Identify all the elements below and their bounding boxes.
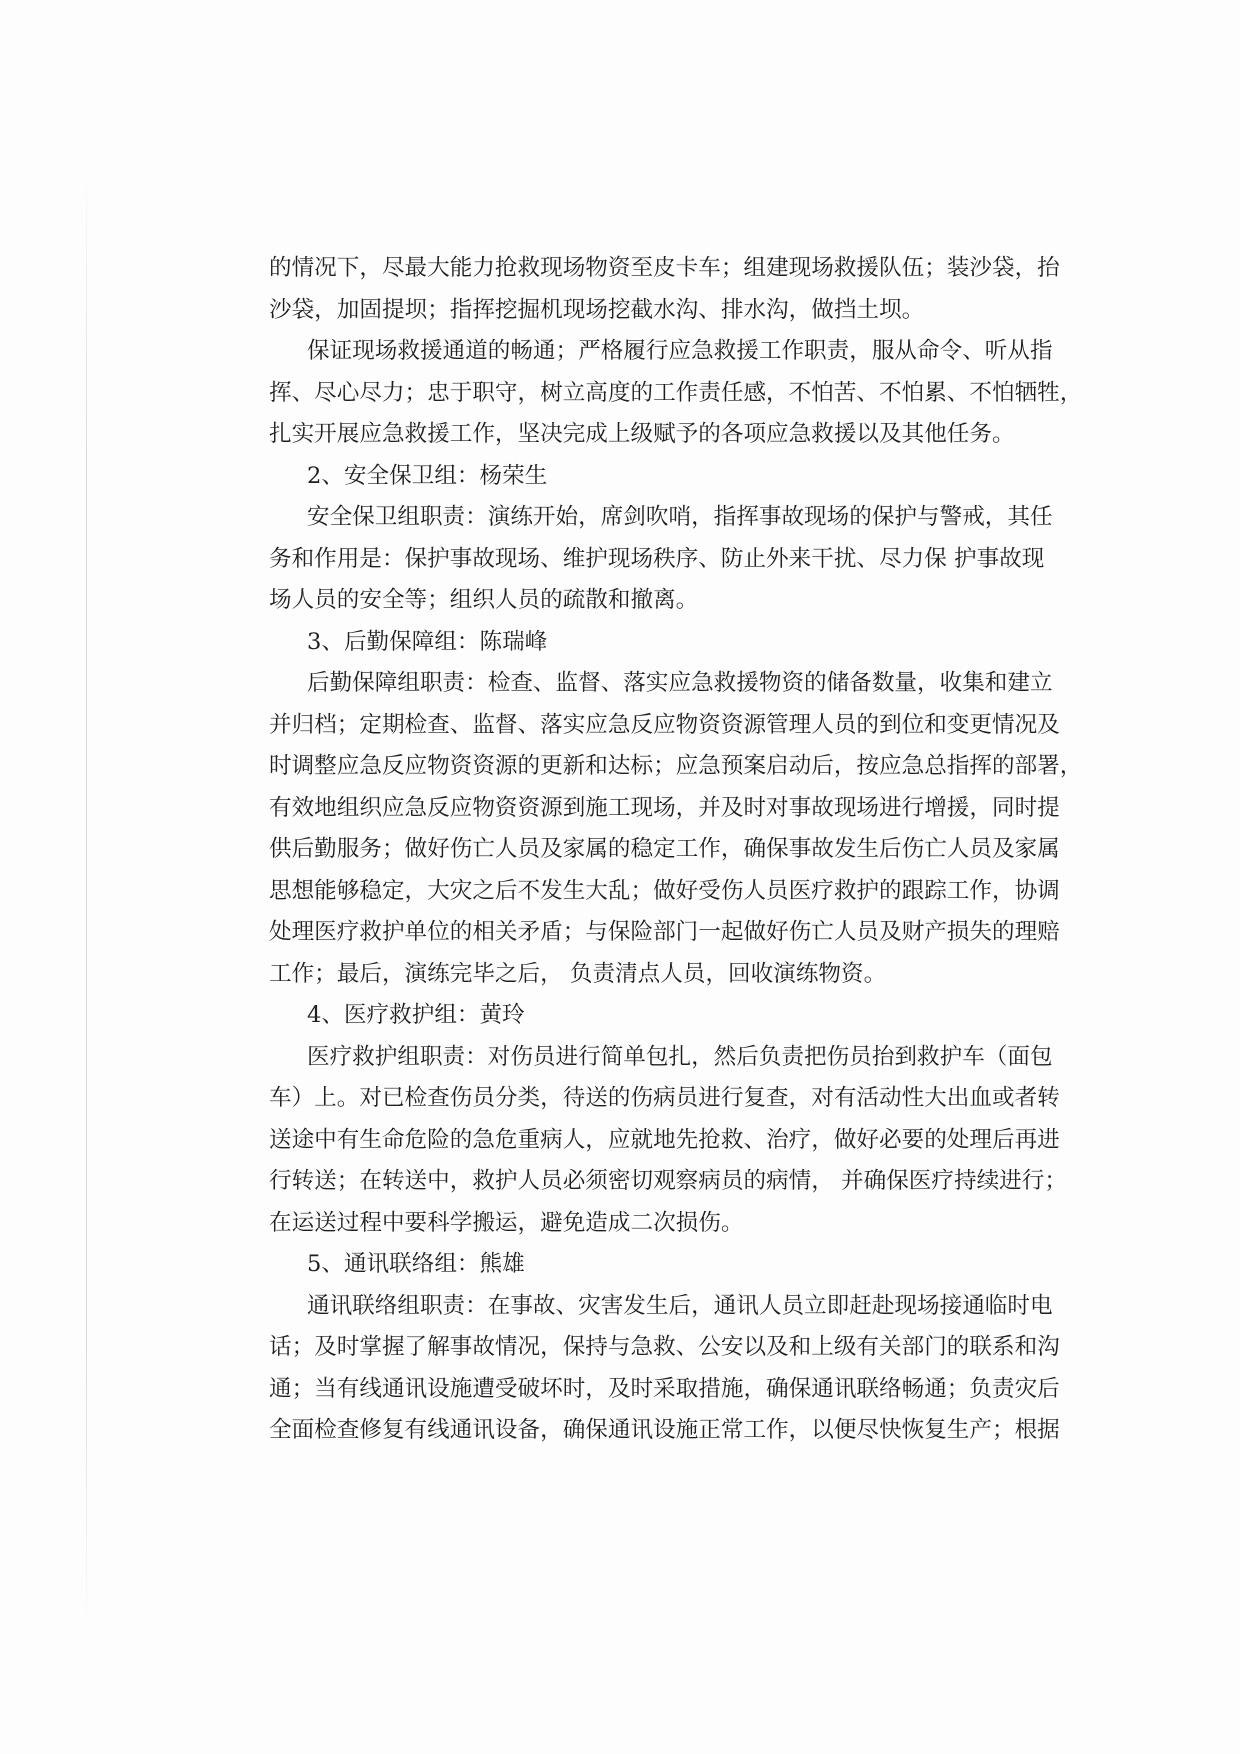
paragraph-logistics-duties [269,663,1083,995]
paragraph-medical-heading [269,995,1039,1037]
text-line: 送途中有生命危险的急危重病人，应就地先抢救、治疗，做好必要的处理后再进 [269,1126,1060,1153]
paragraph-comms-heading [269,1244,1039,1286]
text-line: 务和作用是：保护事故现场、维护现场秩序、防止外来干扰、尽力保 护事故现 [269,545,1045,572]
text-line: 时调整应急反应物资资源的更新和达标；应急预案启动后，按应急总指挥的部署， [269,753,1083,779]
text-line: 行转送；在转送中，救护人员必须密切观察病员的病情， 并确保医疗持续进行； [269,1168,1067,1194]
text-line: 工作；最后，演练完毕之后， 负责清点人员，回收演练物资。 [269,960,887,987]
text-line: 并归档；定期检查、监督、落实应急反应物资资源管理人员的到位和变更情况及 [269,711,1060,738]
paragraph-medical-duties [269,1037,1067,1245]
text-line: 保证现场救援通道的畅通；严格履行应急救援工作职责，服从命令、听从指 [307,338,1053,364]
text-line: 在运送过程中要科学搬运，避免造成二次损伤。 [269,1209,744,1236]
text-line: 后勤保障组职责：检查、监督、落实应急救援物资的储备数量，收集和建立 [307,670,1053,696]
paragraph-comms-duties [269,1286,1060,1452]
text-line: 通；当有线通讯设施遭受破坏时，及时采取措施，确保通讯联络畅通；负责灾后 [269,1375,1060,1402]
paragraph-security-duties [269,497,1053,622]
text-line: 3、后勤保障组：陈瑞峰 [307,628,548,655]
text-line: 车）上。对已检查伤员分类，待送的伤病员进行复查，对有活动性大出血或者转 [269,1085,1060,1111]
text-line: 4、医疗救护组：黄玲 [307,1002,525,1028]
document-body [269,248,1083,1452]
text-line: 安全保卫组职责：演练开始，席剑吹哨，指挥事故现场的保护与警戒，其任 [307,504,1053,530]
text-line: 场人员的安全等；组织人员的疏散和撤离。 [269,587,699,613]
text-line: 处理医疗救护单位的相关矛盾；与保险部门一起做好伤亡人员及财产损失的理赔 [269,919,1060,945]
text-line: 挥、尽心尽力；忠于职守，树立高度的工作责任感，不怕苦、不怕累、不怕牺牲， [269,379,1083,406]
text-line: 供后勤服务；做好伤亡人员及家属的稳定工作，确保事故发生后伤亡人员及家属 [269,836,1060,862]
text-line: 医疗救护组职责：对伤员进行简单包扎，然后负责把伤员抬到救护车（面包 [307,1043,1053,1070]
text-line: 有效地组织应急反应物资资源到施工现场，并及时对事故现场进行增援，同时提 [269,794,1060,821]
paragraph-rescue-duties [269,331,1083,456]
text-line: 扎实开展应急救援工作，坚决完成上级赋予的各项应急救援以及其他任务。 [269,421,1015,447]
paragraph-security-heading [269,456,1039,498]
text-line: 全面检查修复有线通讯设备，确保通讯设施正常工作，以便尽快恢复生产；根据 [269,1417,1060,1443]
scan-binding-edge [86,160,87,1640]
text-line: 5、通讯联络组：熊雄 [307,1251,525,1277]
paragraph-logistics-heading [269,622,1039,664]
text-line: 的情况下，尽最大能力抢救现场物资至皮卡车；组建现场救援队伍；装沙袋，抬 [269,255,1060,281]
text-line: 话；及时掌握了解事故情况，保持与急救、公安以及和上级有关部门的联系和沟 [269,1334,1060,1360]
text-line: 思想能够稳定，大灾之后不发生大乱；做好受伤人员医疗救护的跟踪工作，协调 [269,877,1060,904]
text-line: 通讯联络组职责：在事故、灾害发生后，通讯人员立即赶赴现场接通临时电 [307,1292,1053,1319]
text-line: 沙袋，加固提坝；指挥挖掘机现场挖截水沟、排水沟，做挡土坝。 [269,296,925,323]
paragraph-intro-continued [269,248,1060,331]
text-line: 2、安全保卫组：杨荣生 [307,462,548,489]
